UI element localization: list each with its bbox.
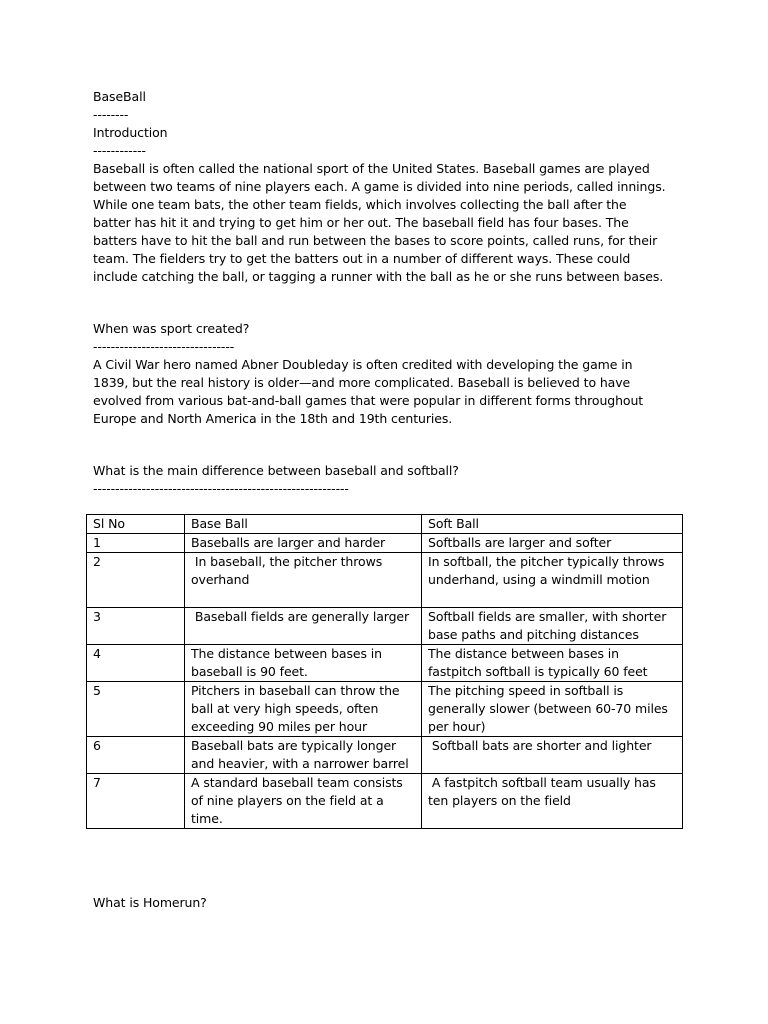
paragraph-line: Europe and North America in the 18th and 19th centuries. bbox=[93, 411, 453, 426]
cell-line: Baseballs are larger and harder bbox=[191, 535, 386, 550]
cell-baseball bbox=[185, 608, 422, 645]
cell-softball bbox=[422, 608, 683, 645]
table-row bbox=[87, 682, 683, 737]
paragraph-line: A Civil War hero named Abner Doubleday is often credited with developing the game in bbox=[93, 357, 633, 372]
paragraph-line: include catching the ball, or tagging a runner with the ball as he or she runs between bases. bbox=[93, 269, 664, 284]
cell-baseball bbox=[185, 737, 422, 774]
cell-line: ball at very high speeds, often bbox=[191, 701, 379, 716]
cell-sl-no: 3 bbox=[87, 608, 185, 645]
cell-line: The distance between bases in bbox=[428, 646, 619, 661]
cell-line: Softball fields are smaller, with shorter bbox=[428, 609, 667, 624]
introduction-paragraph bbox=[93, 160, 683, 286]
cell-line: and heavier, with a narrower barrel bbox=[191, 756, 409, 771]
cell-sl-no: 2 bbox=[87, 553, 185, 608]
paragraph-line: Baseball is often called the national sport of the United States. Baseball games are played bbox=[93, 161, 650, 176]
cell-line: Pitchers in baseball can throw the bbox=[191, 683, 400, 698]
cell-sl-no: 1 bbox=[87, 534, 185, 553]
cell-sl-no: 5 bbox=[87, 682, 185, 737]
cell-sl-no: 4 bbox=[87, 645, 185, 682]
cell-line: fastpitch softball is typically 60 feet bbox=[428, 664, 648, 679]
created-heading: When was sport created? bbox=[93, 321, 250, 336]
table-row bbox=[87, 534, 683, 553]
cell-line: underhand, using a windmill motion bbox=[428, 572, 650, 587]
cell-softball bbox=[422, 553, 683, 608]
cell-line: The distance between bases in bbox=[191, 646, 382, 661]
cell-softball bbox=[422, 682, 683, 737]
cell-sl-no: 6 bbox=[87, 737, 185, 774]
cell-baseball bbox=[185, 682, 422, 737]
paragraph-line: evolved from various bat-and-ball games that were popular in different forms throughout bbox=[93, 393, 644, 408]
introduction-underline: ------------ bbox=[93, 143, 146, 158]
table-row bbox=[87, 737, 683, 774]
cell-line: of nine players on the field at a bbox=[191, 793, 384, 808]
cell-line: baseball is 90 feet. bbox=[191, 664, 308, 679]
cell-line: Softball bats are shorter and lighter bbox=[428, 738, 652, 753]
cell-line: exceeding 90 miles per hour bbox=[191, 719, 367, 734]
paragraph-line: 1839, but the real history is older—and more complicated. Baseball is believed to have bbox=[93, 375, 631, 390]
header-cell-sl-no: Sl No bbox=[87, 515, 185, 534]
cell-baseball bbox=[185, 774, 422, 829]
cell-line: ten players on the field bbox=[428, 793, 571, 808]
table-header-row bbox=[87, 515, 683, 534]
cell-line: base paths and pitching distances bbox=[428, 627, 639, 642]
paragraph-line: batters have to hit the ball and run between the bases to score points, called runs, for their bbox=[93, 233, 658, 248]
table-row bbox=[87, 608, 683, 645]
cell-baseball bbox=[185, 553, 422, 608]
document-title: BaseBall bbox=[93, 89, 146, 104]
paragraph-line: While one team bats, the other team fields, which involves collecting the ball after the bbox=[93, 197, 627, 212]
difference-underline: ---------------------------------------------------------- bbox=[93, 481, 349, 496]
table-row bbox=[87, 553, 683, 608]
cell-line: In baseball, the pitcher throws bbox=[191, 554, 383, 569]
comparison-table bbox=[86, 514, 683, 829]
cell-line bbox=[191, 589, 417, 607]
table-row bbox=[87, 645, 683, 682]
comparison-table-body bbox=[87, 515, 683, 829]
cell-line: overhand bbox=[191, 572, 250, 587]
cell-baseball bbox=[185, 534, 422, 553]
cell-baseball bbox=[185, 645, 422, 682]
header-cell-baseball: Base Ball bbox=[185, 515, 422, 534]
cell-line: Softballs are larger and softer bbox=[428, 535, 612, 550]
cell-line: generally slower (between 60-70 miles bbox=[428, 701, 668, 716]
cell-softball bbox=[422, 737, 683, 774]
paragraph-line: between two teams of nine players each. A game is divided into nine periods, called innings. bbox=[93, 179, 666, 194]
cell-line: Baseball fields are generally larger bbox=[191, 609, 410, 624]
cell-line: time. bbox=[191, 811, 223, 826]
cell-sl-no: 7 bbox=[87, 774, 185, 829]
cell-line: A standard baseball team consists bbox=[191, 775, 403, 790]
cell-line: In softball, the pitcher typically throws bbox=[428, 554, 665, 569]
cell-line: A fastpitch softball team usually has bbox=[428, 775, 656, 790]
cell-softball bbox=[422, 774, 683, 829]
table-row bbox=[87, 774, 683, 829]
paragraph-line: team. The fielders try to get the batters out in a number of different ways. These could bbox=[93, 251, 631, 266]
cell-softball bbox=[422, 645, 683, 682]
title-underline: -------- bbox=[93, 107, 129, 122]
created-underline: -------------------------------- bbox=[93, 339, 235, 354]
cell-line: Baseball bats are typically longer bbox=[191, 738, 397, 753]
cell-softball bbox=[422, 534, 683, 553]
introduction-heading: Introduction bbox=[93, 125, 168, 140]
homerun-heading: What is Homerun? bbox=[93, 895, 207, 910]
created-paragraph bbox=[93, 356, 683, 428]
cell-line: per hour) bbox=[428, 719, 486, 734]
difference-heading: What is the main difference between baseball and softball? bbox=[93, 463, 459, 478]
cell-line: The pitching speed in softball is bbox=[428, 683, 624, 698]
header-cell-softball: Soft Ball bbox=[422, 515, 683, 534]
paragraph-line: batter has hit it and trying to get him or her out. The baseball field has four bases. The bbox=[93, 215, 629, 230]
